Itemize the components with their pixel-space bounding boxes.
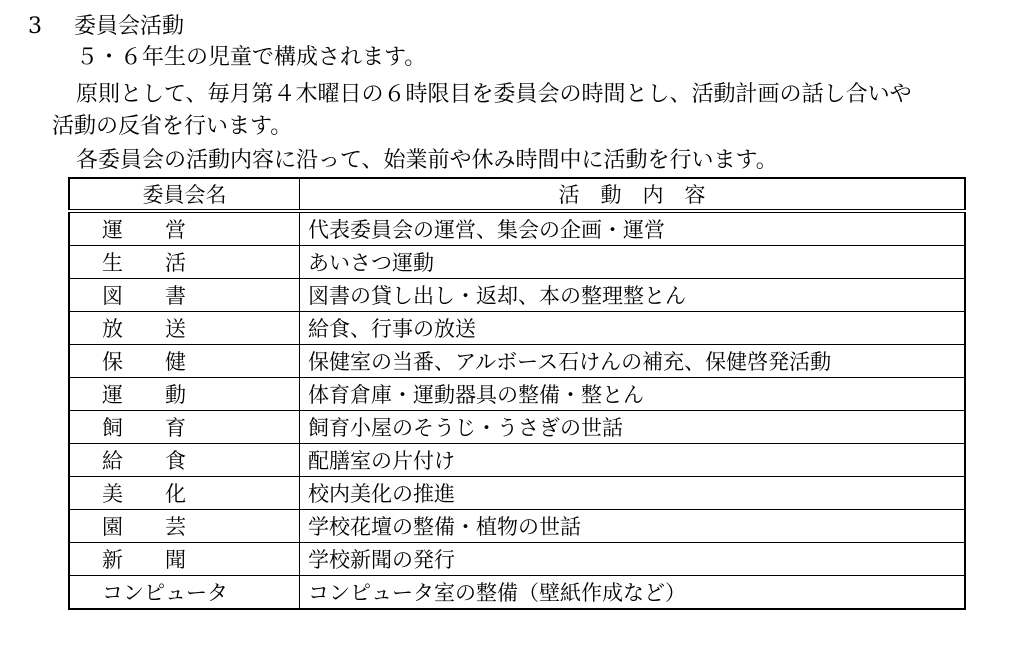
committee-name-part: 送 (165, 317, 186, 341)
committee-name-cell (69, 510, 300, 543)
header-activity: 活 動 内 容 (300, 178, 966, 211)
activity-cell: 給食、行事の放送 (300, 312, 966, 345)
committee-name-part: 新 (102, 548, 123, 572)
committee-name-part: 芸 (165, 515, 186, 539)
activity-cell: 学校花壇の整備・植物の世話 (300, 510, 966, 543)
section-heading (28, 12, 184, 42)
committee-name-part: 食 (165, 449, 186, 473)
committee-name-cell (69, 576, 300, 610)
activity-cell: 図書の貸し出し・返却、本の整理整とん (300, 279, 966, 312)
table-row (69, 411, 965, 444)
section-number: 3 (28, 14, 42, 39)
table-row (69, 510, 965, 543)
committee-name-part: 放 (102, 317, 123, 341)
table-row (69, 211, 965, 246)
activity-cell: 保健室の当番、アルボース石けんの補充、保健啓発活動 (300, 345, 966, 378)
activity-cell: 飼育小屋のそうじ・うさぎの世話 (300, 411, 966, 444)
committee-name-cell (69, 246, 300, 279)
table-header-row (69, 178, 965, 211)
header-committee-name: 委員会名 (69, 178, 300, 211)
committee-name-part: 営 (165, 218, 186, 242)
committee-name-part: 美 (102, 482, 123, 506)
committee-name-part: 園 (102, 515, 123, 539)
paragraph-composition: ５・６年生の児童で構成されます。 (76, 45, 427, 70)
committee-name-part: 動 (165, 383, 186, 407)
activity-cell: 体育倉庫・運動器具の整備・整とん (300, 378, 966, 411)
activity-cell: 校内美化の推進 (300, 477, 966, 510)
committee-name-cell (69, 543, 300, 576)
committee-name-cell (69, 279, 300, 312)
committee-name-cell (69, 345, 300, 378)
committee-name-cell (69, 312, 300, 345)
table-row (69, 477, 965, 510)
table-row (69, 312, 965, 345)
activity-cell: 代表委員会の運営、集会の企画・運営 (300, 211, 966, 246)
activity-cell: コンピュータ室の整備（壁紙作成など） (300, 576, 966, 610)
paragraph-schedule-line2: 活動の反省を行います。 (52, 114, 293, 139)
committee-name-part: 活 (165, 251, 186, 275)
activity-cell: 配膳室の片付け (300, 444, 966, 477)
table-row (69, 543, 965, 576)
committee-name-part: 運 (102, 383, 123, 407)
table-body (69, 211, 965, 609)
committee-name-cell (69, 477, 300, 510)
committee-name-part: 育 (165, 416, 186, 440)
table-row (69, 246, 965, 279)
table-row (69, 345, 965, 378)
committee-name-part: 健 (165, 350, 186, 374)
committee-name-cell (69, 411, 300, 444)
committee-name-part: 飼 (102, 416, 123, 440)
committee-name-cell (69, 211, 300, 246)
committee-name-part: 運 (102, 218, 123, 242)
section-title: 委員会活動 (74, 14, 185, 39)
committee-name-part: 聞 (165, 548, 186, 572)
table-row (69, 444, 965, 477)
paragraph-activities: 各委員会の活動内容に沿って、始業前や休み時間中に活動を行います。 (76, 148, 778, 173)
committee-table (68, 177, 966, 610)
table-row (69, 378, 965, 411)
activity-cell: あいさつ運動 (300, 246, 966, 279)
committee-name-cell (69, 444, 300, 477)
table-row (69, 279, 965, 312)
committee-name-part: 化 (165, 482, 186, 506)
committee-name-part: コンピュータ (102, 581, 228, 605)
committee-name-cell (69, 378, 300, 411)
paragraph-schedule-line1: 原則として、毎月第４木曜日の６時限目を委員会の時間とし、活動計画の話し合いや (76, 82, 912, 107)
committee-name-part: 図 (102, 284, 123, 308)
table-row (69, 576, 965, 610)
activity-cell: 学校新聞の発行 (300, 543, 966, 576)
committee-name-part: 生 (102, 251, 123, 275)
committee-name-part: 給 (102, 449, 123, 473)
committee-name-part: 保 (102, 350, 123, 374)
committee-name-part: 書 (165, 284, 186, 308)
